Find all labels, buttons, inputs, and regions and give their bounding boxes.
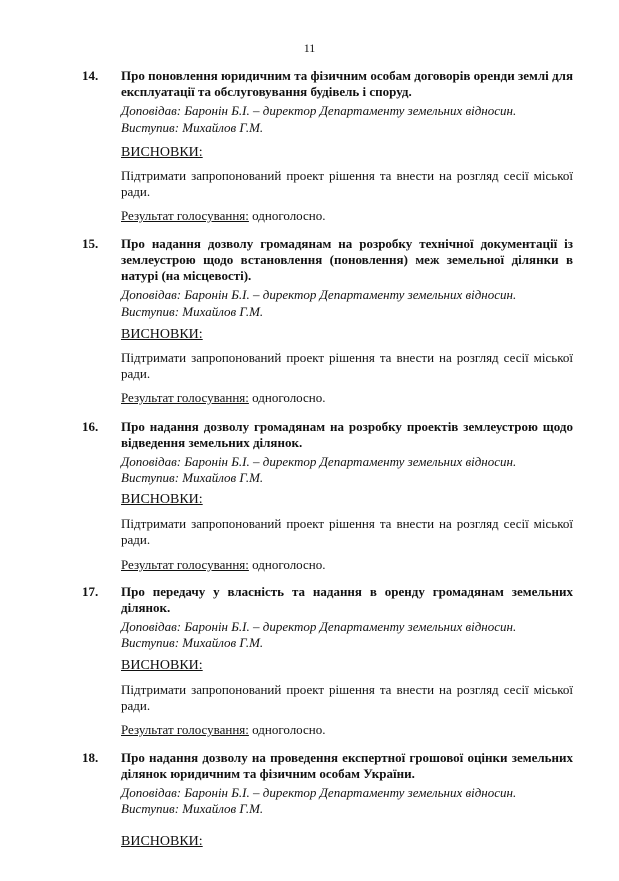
vote-result: Результат голосування: одноголосно. [121,557,326,572]
presenter-line: Виступив: Михайлов Г.М. [121,304,264,319]
speaker-line: Доповідав: Баронін Б.І. – директор Департаменту земельних відносин. [121,103,517,118]
vote-result: Результат голосування: одноголосно. [121,722,326,737]
conclusion-text: Підтримати запропонований проект рішення та внести на розгляд сесії міської ради. [121,168,573,199]
page-number: 11 [303,41,316,55]
conclusion-text: Підтримати запропонований проект рішення та внести на розгляд сесії міської ради. [121,682,573,713]
item-number: 14. [82,68,99,83]
item-title: Про поновлення юридичним та фізичним особам договорів оренди землі для експлуатації та обслуговування будівель і споруд. [121,68,573,99]
item-number: 15. [82,236,99,251]
conclusion-text: Підтримати запропонований проект рішення та внести на розгляд сесії міської ради. [121,516,573,547]
presenter-line: Виступив: Михайлов Г.М. [121,120,264,135]
item-title: Про надання дозволу на проведення експертної грошової оцінки земельних ділянок юридичним та фізичним особам України. [121,750,573,781]
speaker-line: Доповідав: Баронін Б.І. – директор Департаменту земельних відносин. [121,619,517,634]
conclusions-label: ВИСНОВКИ: [121,327,203,342]
item-title: Про надання дозволу громадянам на розробку проектів землеустрою щодо відведення земельних ділянок. [121,419,573,450]
speaker-line: Доповідав: Баронін Б.І. – директор Департаменту земельних відносин. [121,287,517,302]
conclusions-label: ВИСНОВКИ: [121,145,203,160]
conclusions-label: ВИСНОВКИ: [121,492,203,507]
speaker-line: Доповідав: Баронін Б.І. – директор Департаменту земельних відносин. [121,454,517,469]
vote-result: Результат голосування: одноголосно. [121,208,326,223]
presenter-line: Виступив: Михайлов Г.М. [121,801,264,816]
conclusions-label: ВИСНОВКИ: [121,658,203,673]
presenter-line: Виступив: Михайлов Г.М. [121,470,264,485]
conclusions-label: ВИСНОВКИ: [121,834,203,849]
item-number: 17. [82,584,99,599]
vote-result: Результат голосування: одноголосно. [121,390,326,405]
speaker-line: Доповідав: Баронін Б.І. – директор Департаменту земельних відносин. [121,785,517,800]
item-title: Про передачу у власність та надання в оренду громадянам земельних ділянок. [121,584,573,615]
item-title: Про надання дозволу громадянам на розробку технічної документації із землеустрою щодо встановлення (поновлення) меж земельної ділянки в натурі (на місцевості). [121,236,573,283]
conclusion-text: Підтримати запропонований проект рішення та внести на розгляд сесії міської ради. [121,350,573,381]
item-number: 18. [82,750,99,765]
presenter-line: Виступив: Михайлов Г.М. [121,635,264,650]
item-number: 16. [82,419,99,434]
